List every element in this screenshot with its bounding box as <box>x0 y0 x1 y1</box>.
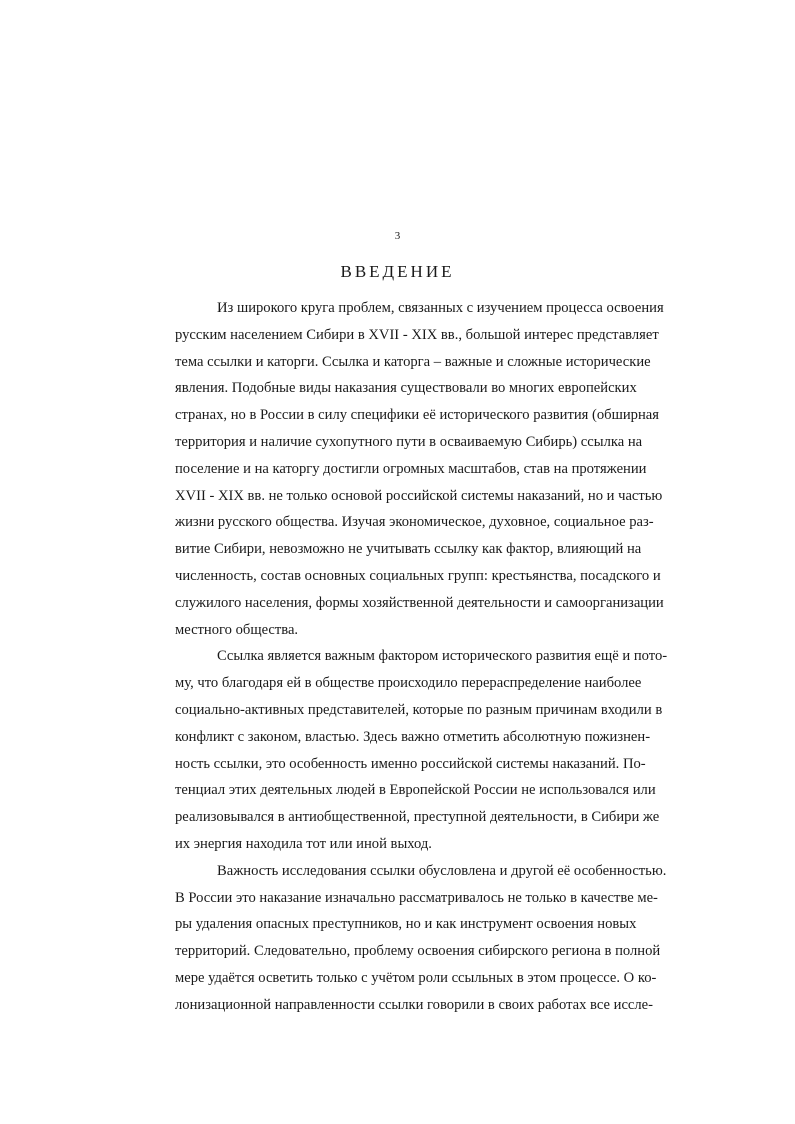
text-line: мере удаётся осветить только с учётом роли ссыльных в этом процессе. О ко- <box>175 969 657 986</box>
text-line: В России это наказание изначально рассматривалось не только в качестве ме- <box>175 889 658 906</box>
text-line: явления. Подобные виды наказания существовали во многих европейских <box>175 380 637 397</box>
text-line: поселение и на каторгу достигли огромных масштабов, став на протяжении <box>175 460 647 477</box>
text-line: му, что благодаря ей в обществе происходило перераспределение наиболее <box>175 675 642 692</box>
text-line: их энергия находила тот или иной выход. <box>175 835 432 852</box>
text-line: социально-активных представителей, которые по разным причинам входили в <box>175 701 663 718</box>
paragraph <box>175 858 667 1019</box>
text-line: жизни русского общества. Изучая экономическое, духовное, социальное раз- <box>175 514 654 531</box>
text-line: витие Сибири, невозможно не учитывать ссылку как фактор, влияющий на <box>175 541 642 558</box>
text-line: ры удаления опасных преступников, но и как инструмент освоения новых <box>175 916 637 933</box>
page-number: 3 <box>394 230 401 242</box>
text-line: местного общества. <box>175 621 299 638</box>
chapter-title: ВВЕДЕНИЕ <box>340 262 455 281</box>
text-line: тема ссылки и каторги. Ссылка и каторга – важные и сложные исторические <box>175 353 651 370</box>
text-line: ность ссылки, это особенность именно российской системы наказаний. По- <box>175 755 646 772</box>
text-line: реализовывался в антиобщественной, преступной деятельности, в Сибири же <box>175 809 660 826</box>
text-line: лонизационной направленности ссылки говорили в своих работах все иссле- <box>175 996 654 1013</box>
text-line: русским населением Сибири в XVII - XIX вв., большой интерес представляет <box>175 326 659 343</box>
text-line: XVII - XIX вв. не только основой российской системы наказаний, но и частью <box>175 487 663 504</box>
body-text <box>175 295 668 1019</box>
text-line: Важность исследования ссылки обусловлена и другой её особенностью. <box>217 862 667 879</box>
text-line: численность, состав основных социальных групп: крестьянства, посадского и <box>175 567 661 584</box>
text-line: Из широкого круга проблем, связанных с изучением процесса освоения <box>217 300 664 316</box>
text-line: тенциал этих деятельных людей в Европейской России не использовался или <box>175 782 656 799</box>
paragraph <box>175 295 664 643</box>
text-line: территорий. Следовательно, проблему освоения сибирского региона в полной <box>175 943 661 960</box>
text-line: конфликт с законом, властью. Здесь важно отметить абсолютную пожизнен- <box>175 728 651 745</box>
text-line: территория и наличие сухопутного пути в осваиваемую Сибирь) ссылка на <box>175 433 643 450</box>
text-line: Ссылка является важным фактором исторического развития ещё и пото- <box>217 648 668 665</box>
text-line: странах, но в России в силу специфики её исторического развития (обширная <box>175 407 659 424</box>
paragraph <box>175 643 668 857</box>
text-line: служилого населения, формы хозяйственной деятельности и самоорганизации <box>175 594 664 611</box>
